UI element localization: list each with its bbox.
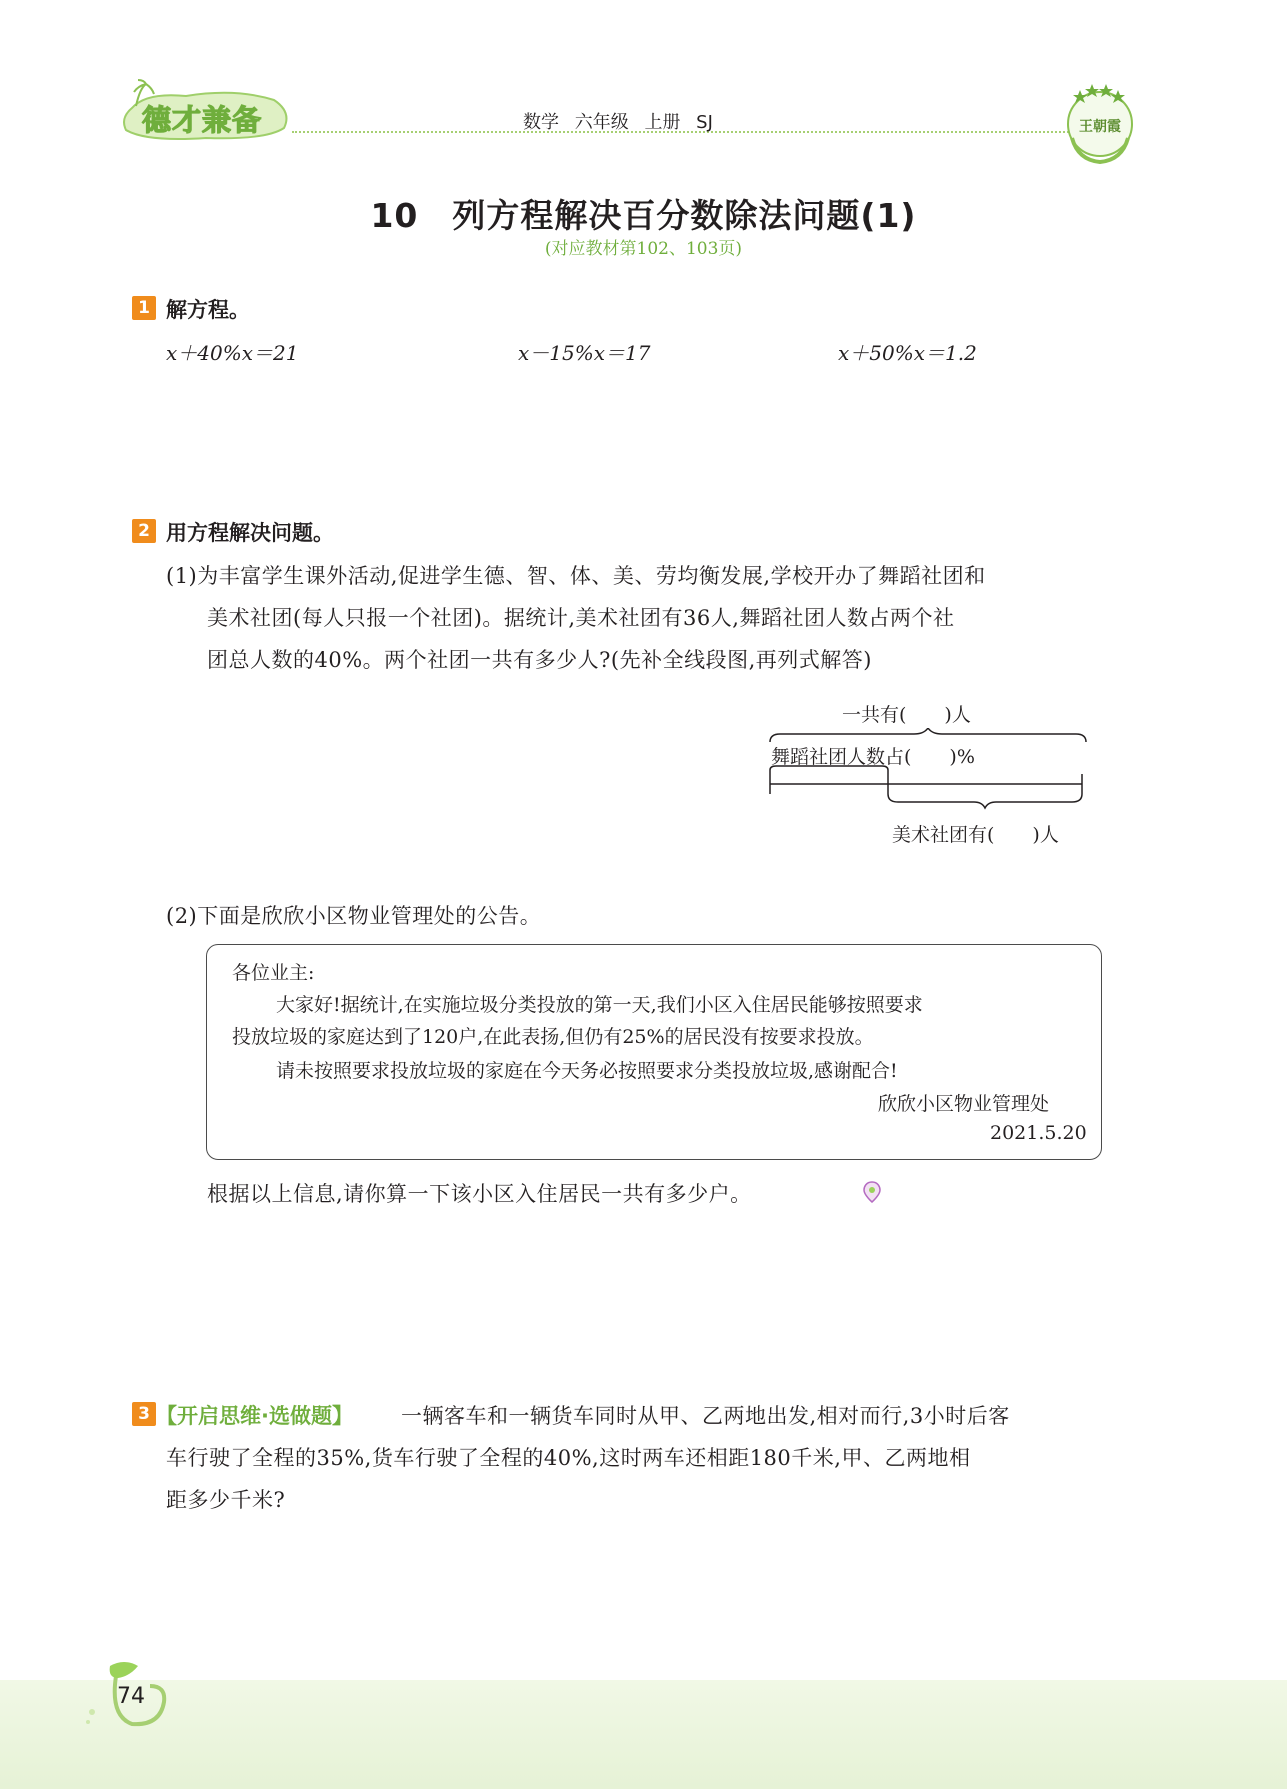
question-2-heading: 用方程解决问题。: [166, 521, 334, 545]
question-3-tag: 【开启思维·选做题】: [156, 1404, 353, 1428]
diagram-dance-label: 舞蹈社团人数占( )%: [771, 746, 975, 768]
equation-1: x＋40%x＝21: [166, 341, 299, 365]
question-2-number: 2: [132, 519, 156, 543]
property-notice-box: [206, 944, 1102, 1160]
page-title: 10 列方程解决百分数除法问题(1): [370, 196, 917, 235]
notice-greeting: 各位业主:: [232, 962, 315, 984]
page-subtitle: (对应教材第102、103页): [544, 239, 743, 259]
question-3-number: 3: [132, 1402, 156, 1426]
q3-line-2: 车行驶了全程的35%,货车行驶了全程的40%,这时两车还相距180千米,甲、乙两地相: [166, 1446, 971, 1470]
question-1-number: 1: [132, 296, 156, 320]
q2-part2-question: 根据以上信息,请你算一下该小区入住居民一共有多少户。: [207, 1182, 752, 1206]
q2-part1-line-3: 团总人数的40%。两个社团一共有多少人?(先补全线段图,再列式解答): [207, 648, 872, 672]
author-seal-text: 王朝霞: [1079, 119, 1121, 135]
brand-name: 德才兼备: [142, 103, 263, 137]
hint-pin-icon: [862, 1180, 882, 1204]
notice-date: 2021.5.20: [990, 1122, 1087, 1144]
question-1-heading: 解方程。: [166, 298, 250, 322]
q3-line-3: 距多少千米?: [166, 1488, 286, 1512]
footer-band: [0, 1680, 1287, 1789]
equation-2: x－15%x＝17: [518, 341, 651, 365]
diagram-art-label: 美术社团有( )人: [892, 824, 1059, 846]
notice-line-3: 请未按照要求投放垃圾的家庭在今天务必按照要求分类投放垃圾,感谢配合!: [276, 1060, 898, 1082]
header-subject-line: 数学 六年级 上册 SJ: [523, 112, 713, 133]
q2-part2-intro: (2)下面是欣欣小区物业管理处的公告。: [166, 904, 542, 928]
page-number: 74: [117, 1684, 145, 1709]
notice-line-2: 投放垃圾的家庭达到了120户,在此表扬,但仍有25%的居民没有按要求投放。: [232, 1026, 874, 1048]
equation-3: x＋50%x＝1.2: [838, 341, 977, 365]
q3-line-1: 一辆客车和一辆货车同时从甲、乙两地出发,相对而行,3小时后客: [401, 1404, 1010, 1428]
notice-line-1: 大家好!据统计,在实施垃圾分类投放的第一天,我们小区入住居民能够按照要求: [276, 994, 923, 1016]
diagram-total-label: 一共有( )人: [842, 704, 971, 726]
q2-part1-line-1: (1)为丰富学生课外活动,促进学生德、智、体、美、劳均衡发展,学校开办了舞蹈社团和: [166, 564, 986, 588]
notice-signature: 欣欣小区物业管理处: [878, 1093, 1050, 1115]
q2-part1-line-2: 美术社团(每人只报一个社团)。据统计,美术社团有36人,舞蹈社团人数占两个社: [207, 606, 955, 630]
